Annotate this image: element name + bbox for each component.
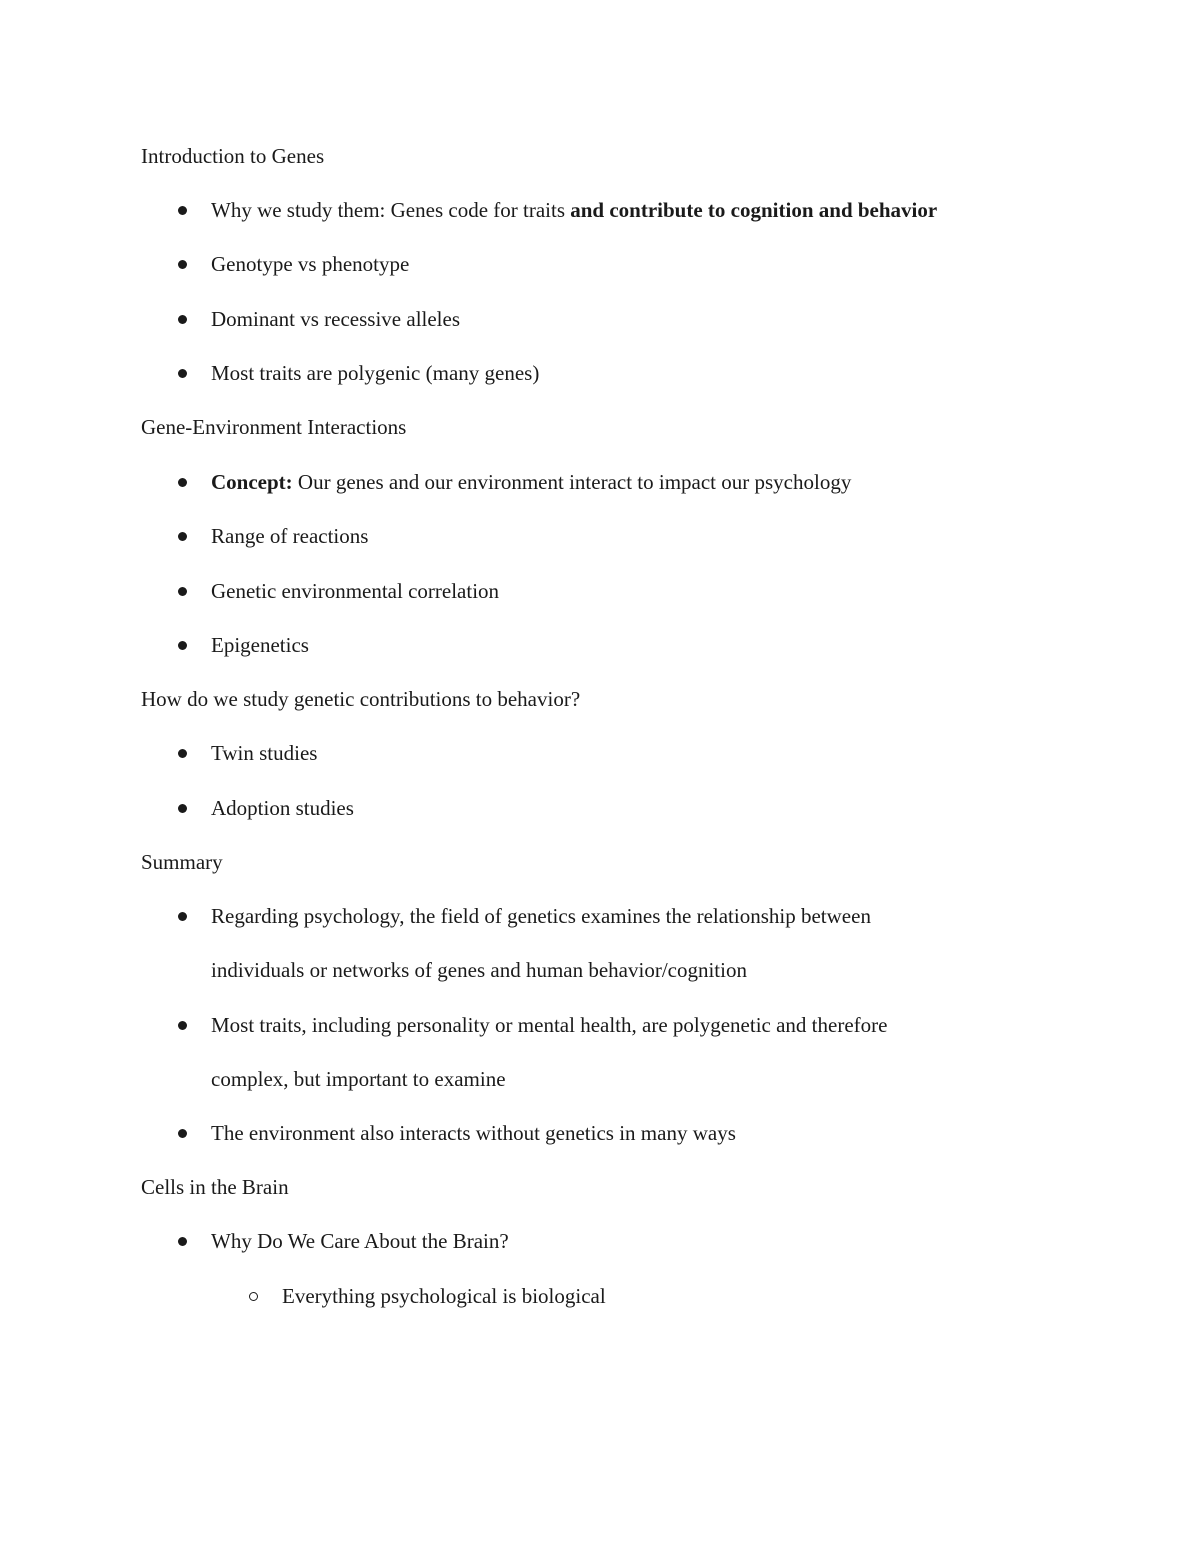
bullet-icon [178,206,187,215]
bullet-icon [178,749,187,758]
list-item: Genetic environmental correlation [211,579,500,603]
bullet-icon [178,260,187,269]
list-item: Epigenetics [211,633,309,657]
list-item: Twin studies [211,741,318,765]
list-item-text: Our genes and our environment interact to impact our psychology [292,470,852,494]
section-heading: Cells in the Brain [141,1175,289,1199]
list-item: Why Do We Care About the Brain? [211,1229,509,1253]
list-item-line: Regarding psychology, the field of genetics examines the relationship between [211,904,871,928]
list-item [211,196,937,224]
bullet-icon [178,641,187,650]
list-item: Dominant vs recessive alleles [211,307,461,331]
bullet-icon [178,1021,187,1030]
bullet-icon [178,912,187,921]
list-item: Genotype vs phenotype [211,252,410,276]
section-heading: How do we study genetic contributions to behavior? [141,687,581,711]
section-heading: Gene-Environment Interactions [141,415,407,439]
list-item-line: complex, but important to examine [211,1067,506,1091]
bullet-icon [178,587,187,596]
list-item: Most traits are polygenic (many genes) [211,361,540,385]
list-item-bold-text: Concept: [211,470,293,494]
list-item: Range of reactions [211,524,369,548]
bullet-icon [178,804,187,813]
list-item-text: Why we study them: Genes code for traits [211,198,571,222]
list-item: Adoption studies [211,796,354,820]
bullet-icon [178,369,187,378]
list-item [211,468,851,496]
section-heading: Introduction to Genes [141,144,325,168]
section-heading: Summary [141,850,223,874]
bullet-icon [178,1129,187,1138]
list-item-bold-text: and contribute to cognition and behavior [570,198,938,222]
bullet-icon [178,478,187,487]
list-item: The environment also interacts without genetics in many ways [211,1121,736,1145]
bullet-icon [178,532,187,541]
list-item-line: Most traits, including personality or mental health, are polygenetic and therefore [211,1013,888,1037]
bullet-icon [178,1237,187,1246]
bullet-icon [178,315,187,324]
hollow-bullet-icon [249,1292,258,1301]
list-item-line: individuals or networks of genes and human behavior/cognition [211,958,747,982]
sub-list-item: Everything psychological is biological [282,1284,606,1308]
